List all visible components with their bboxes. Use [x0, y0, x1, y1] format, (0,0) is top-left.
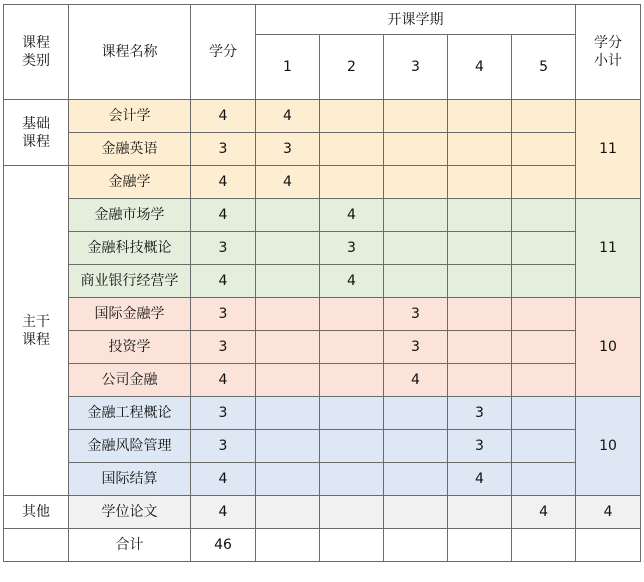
header-row-top — [4, 5, 641, 35]
semester-cell — [256, 265, 320, 298]
table-row — [4, 133, 641, 166]
table-row — [4, 265, 641, 298]
subtotal-cell: 4 — [576, 496, 641, 529]
semester-cell: 3 — [384, 298, 448, 331]
semester-cell — [512, 463, 576, 496]
semester-cell — [320, 298, 384, 331]
semester-cell — [512, 100, 576, 133]
table-row — [4, 331, 641, 364]
table-row — [4, 364, 641, 397]
course-name: 国际金融学 — [69, 298, 191, 331]
semester-cell — [320, 166, 384, 199]
category-basic: 基础 课程 — [4, 100, 69, 166]
table-row — [4, 496, 641, 529]
total-label: 合计 — [69, 529, 191, 562]
course-credit: 4 — [191, 166, 256, 199]
table-row — [4, 199, 641, 232]
semester-cell — [320, 430, 384, 463]
semester-cell — [320, 331, 384, 364]
semester-cell: 3 — [256, 133, 320, 166]
semester-cell — [448, 166, 512, 199]
semester-cell — [320, 364, 384, 397]
semester-cell — [512, 364, 576, 397]
total-empty-cell — [512, 529, 576, 562]
subtotal-cell: 11 — [576, 100, 641, 199]
subtotal-cell: 10 — [576, 397, 641, 496]
header-semester-1: 1 — [256, 35, 320, 100]
subtotal-cell: 10 — [576, 298, 641, 397]
course-name: 公司金融 — [69, 364, 191, 397]
semester-cell — [512, 232, 576, 265]
total-empty-cell — [256, 529, 320, 562]
header-semester-2: 2 — [320, 35, 384, 100]
table-row — [4, 166, 641, 199]
semester-cell — [448, 232, 512, 265]
total-empty-cell — [576, 529, 641, 562]
semester-cell: 4 — [512, 496, 576, 529]
course-name: 金融科技概论 — [69, 232, 191, 265]
course-credit: 4 — [191, 100, 256, 133]
table-row — [4, 430, 641, 463]
table-row — [4, 100, 641, 133]
total-empty-cell — [4, 529, 69, 562]
course-credit: 4 — [191, 496, 256, 529]
table-row — [4, 463, 641, 496]
total-empty-cell — [320, 529, 384, 562]
category-other: 其他 — [4, 496, 69, 529]
semester-cell — [320, 100, 384, 133]
header-semester-3: 3 — [384, 35, 448, 100]
header-semester-group: 开课学期 — [256, 5, 576, 35]
semester-cell — [448, 199, 512, 232]
semester-cell — [384, 430, 448, 463]
header-course-name: 课程名称 — [69, 5, 191, 100]
semester-cell: 3 — [448, 397, 512, 430]
semester-cell — [256, 232, 320, 265]
table-row — [4, 397, 641, 430]
semester-cell — [512, 298, 576, 331]
course-name: 金融英语 — [69, 133, 191, 166]
header-category: 课程 类别 — [4, 5, 69, 100]
semester-cell — [384, 463, 448, 496]
course-name: 金融市场学 — [69, 199, 191, 232]
semester-cell — [448, 496, 512, 529]
semester-cell — [512, 265, 576, 298]
course-credit: 3 — [191, 397, 256, 430]
course-name: 金融风险管理 — [69, 430, 191, 463]
semester-cell — [256, 463, 320, 496]
course-credit: 3 — [191, 133, 256, 166]
semester-cell — [384, 100, 448, 133]
category-core: 主干 课程 — [4, 166, 69, 496]
semester-cell: 4 — [320, 265, 384, 298]
header-credit: 学分 — [191, 5, 256, 100]
course-name: 金融工程概论 — [69, 397, 191, 430]
course-name: 国际结算 — [69, 463, 191, 496]
semester-cell — [256, 199, 320, 232]
header-semester-5: 5 — [512, 35, 576, 100]
semester-cell — [256, 397, 320, 430]
course-credit: 3 — [191, 298, 256, 331]
course-credit: 4 — [191, 463, 256, 496]
semester-cell — [512, 166, 576, 199]
course-plan-table — [3, 4, 641, 562]
semester-cell — [512, 397, 576, 430]
total-empty-cell — [384, 529, 448, 562]
course-name: 金融学 — [69, 166, 191, 199]
semester-cell — [448, 133, 512, 166]
header-subtotal: 学分 小计 — [576, 5, 641, 100]
semester-cell — [512, 199, 576, 232]
table-row — [4, 298, 641, 331]
course-credit: 3 — [191, 232, 256, 265]
semester-cell — [320, 463, 384, 496]
semester-cell — [320, 496, 384, 529]
total-row — [4, 529, 641, 562]
semester-cell — [448, 265, 512, 298]
semester-cell — [448, 364, 512, 397]
semester-cell — [384, 265, 448, 298]
header-semester-4: 4 — [448, 35, 512, 100]
course-credit: 4 — [191, 364, 256, 397]
semester-cell: 3 — [320, 232, 384, 265]
semester-cell — [384, 496, 448, 529]
semester-cell — [512, 331, 576, 364]
semester-cell — [320, 133, 384, 166]
semester-cell: 4 — [384, 364, 448, 397]
semester-cell — [512, 133, 576, 166]
semester-cell — [384, 166, 448, 199]
semester-cell — [256, 364, 320, 397]
semester-cell: 3 — [384, 331, 448, 364]
semester-cell: 4 — [448, 463, 512, 496]
course-credit: 4 — [191, 265, 256, 298]
course-name: 商业银行经营学 — [69, 265, 191, 298]
semester-cell: 3 — [448, 430, 512, 463]
table-row — [4, 232, 641, 265]
subtotal-cell: 11 — [576, 199, 641, 298]
total-empty-cell — [448, 529, 512, 562]
semester-cell — [384, 232, 448, 265]
semester-cell — [320, 397, 384, 430]
semester-cell — [448, 100, 512, 133]
course-table-container — [3, 4, 641, 562]
semester-cell: 4 — [256, 100, 320, 133]
course-credit: 3 — [191, 331, 256, 364]
semester-cell — [448, 298, 512, 331]
course-credit: 4 — [191, 199, 256, 232]
semester-cell: 4 — [256, 166, 320, 199]
semester-cell — [448, 331, 512, 364]
semester-cell — [256, 496, 320, 529]
semester-cell — [256, 298, 320, 331]
course-credit: 3 — [191, 430, 256, 463]
semester-cell — [256, 331, 320, 364]
course-name: 会计学 — [69, 100, 191, 133]
course-name: 投资学 — [69, 331, 191, 364]
semester-cell — [256, 430, 320, 463]
semester-cell — [384, 199, 448, 232]
semester-cell — [384, 133, 448, 166]
semester-cell — [512, 430, 576, 463]
total-credit: 46 — [191, 529, 256, 562]
semester-cell — [384, 397, 448, 430]
course-name: 学位论文 — [69, 496, 191, 529]
semester-cell: 4 — [320, 199, 384, 232]
